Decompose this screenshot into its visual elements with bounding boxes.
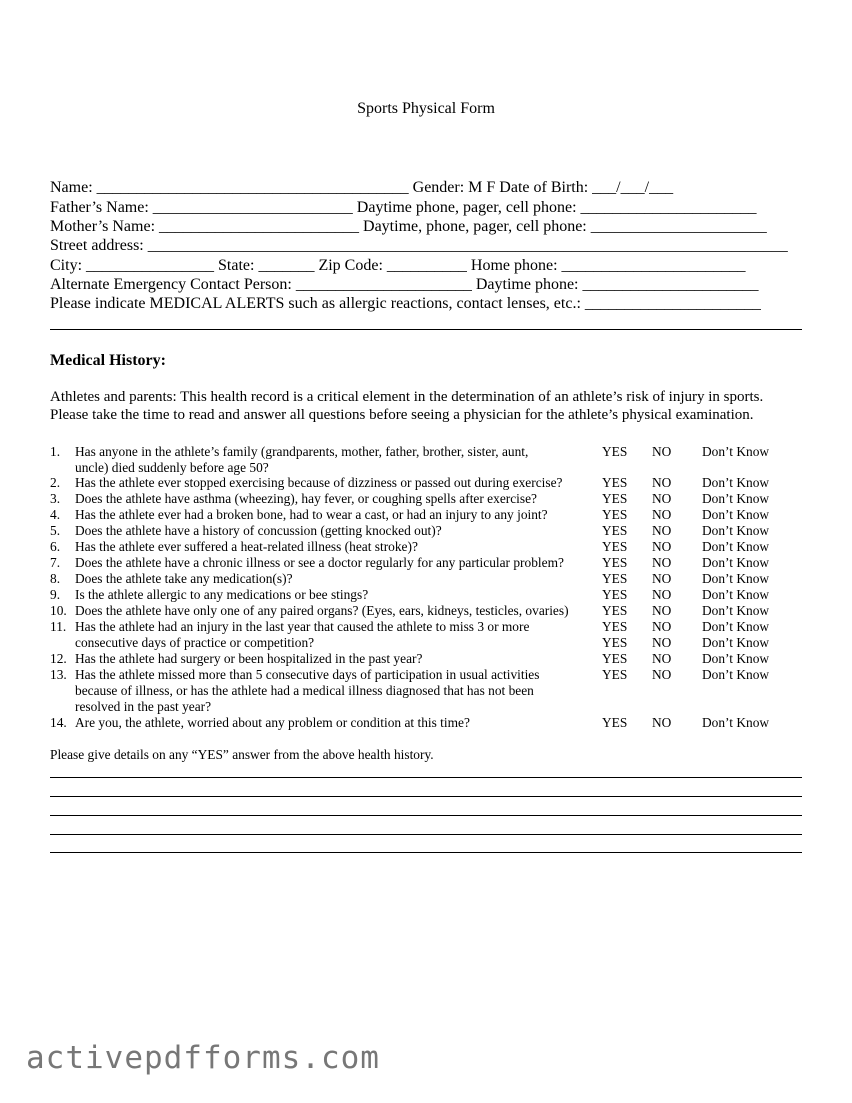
yes-option[interactable]: YES	[602, 619, 628, 634]
yes-option[interactable]: YES	[602, 507, 628, 522]
question-number: 7.	[50, 555, 61, 570]
question-number: 13.	[50, 667, 67, 682]
street-address-field-line[interactable]: Street address: ________________________________________________________________________________	[50, 237, 788, 254]
yes-option[interactable]: YES	[602, 491, 628, 506]
dont-know-option[interactable]: Don’t Know	[702, 523, 770, 538]
no-option[interactable]: NO	[652, 491, 672, 506]
no-option[interactable]: NO	[652, 444, 672, 459]
dont-know-option[interactable]: Don’t Know	[702, 507, 770, 522]
yes-option[interactable]: YES	[602, 571, 628, 586]
no-option[interactable]: NO	[652, 603, 672, 618]
dont-know-option[interactable]: Don’t Know	[702, 555, 770, 570]
no-option[interactable]: NO	[652, 667, 672, 682]
dont-know-option[interactable]: Don’t Know	[702, 587, 770, 602]
question-text: resolved in the past year?	[75, 699, 212, 714]
question-number: 8.	[50, 571, 61, 586]
dont-know-option[interactable]: Don’t Know	[702, 475, 770, 490]
question-text: Are you, the athlete, worried about any problem or condition at this time?	[75, 715, 470, 730]
dont-know-option[interactable]: Don’t Know	[702, 444, 770, 459]
no-option[interactable]: NO	[652, 475, 672, 490]
question-number: 4.	[50, 507, 61, 522]
dont-know-option[interactable]: Don’t Know	[702, 491, 770, 506]
yes-option[interactable]: YES	[602, 715, 628, 730]
no-option[interactable]: NO	[652, 523, 672, 538]
question-text: Does the athlete have a chronic illness or see a doctor regularly for any particular problem?	[75, 555, 564, 570]
question-text: Has anyone in the athlete’s family (grandparents, mother, father, brother, sister, aunt,	[75, 444, 529, 459]
question-text: Has the athlete ever stopped exercising because of dizziness or passed out during exercise?	[75, 475, 563, 490]
question-text: Does the athlete have asthma (wheezing), hay fever, or coughing spells after exercise?	[75, 491, 537, 506]
no-option[interactable]: NO	[652, 651, 672, 666]
medical-history-heading: Medical History:	[50, 352, 166, 369]
question-number: 6.	[50, 539, 61, 554]
details-line[interactable]	[50, 834, 802, 835]
dont-know-option[interactable]: Don’t Know	[702, 715, 770, 730]
name-field-line[interactable]: Name: _______________________________________ Gender: M F Date of Birth: ___/___/___	[50, 179, 674, 196]
question-text: Has the athlete had surgery or been hospitalized in the past year?	[75, 651, 423, 666]
details-line[interactable]	[50, 796, 802, 797]
yes-option[interactable]: YES	[602, 603, 628, 618]
question-number: 1.	[50, 444, 61, 459]
details-line[interactable]	[50, 777, 802, 778]
yes-option[interactable]: YES	[602, 523, 628, 538]
question-text: Does the athlete have only one of any paired organs? (Eyes, ears, kidneys, testicles, ovaries)	[75, 603, 569, 618]
dont-know-option[interactable]: Don’t Know	[702, 619, 770, 634]
watermark-text: activepdfforms.com	[26, 1040, 380, 1076]
dont-know-option[interactable]: Don’t Know	[702, 635, 770, 650]
dont-know-option[interactable]: Don’t Know	[702, 651, 770, 666]
yes-option[interactable]: YES	[602, 555, 628, 570]
question-number: 2.	[50, 475, 61, 490]
yes-option[interactable]: YES	[602, 539, 628, 554]
dont-know-option[interactable]: Don’t Know	[702, 571, 770, 586]
yes-option[interactable]: YES	[602, 475, 628, 490]
yes-option[interactable]: YES	[602, 667, 628, 682]
question-text: Is the athlete allergic to any medications or bee stings?	[75, 587, 369, 602]
medical-alerts-continuation-line[interactable]	[50, 329, 802, 330]
question-text: consecutive days of practice or competition?	[75, 635, 315, 650]
city-state-zip-field-line[interactable]: City: ________________ State: _______ Zip Code: __________ Home phone: _______________________	[50, 257, 746, 274]
no-option[interactable]: NO	[652, 587, 672, 602]
question-number: 3.	[50, 491, 61, 506]
yes-option[interactable]: YES	[602, 587, 628, 602]
no-option[interactable]: NO	[652, 555, 672, 570]
question-number: 5.	[50, 523, 61, 538]
question-text: Has the athlete had an injury in the last year that caused the athlete to miss 3 or more	[75, 619, 530, 634]
no-option[interactable]: NO	[652, 715, 672, 730]
no-option[interactable]: NO	[652, 635, 672, 650]
question-text: Has the athlete ever had a broken bone, had to wear a cast, or had an injury to any joint?	[75, 507, 548, 522]
details-line[interactable]	[50, 815, 802, 816]
dont-know-option[interactable]: Don’t Know	[702, 603, 770, 618]
no-option[interactable]: NO	[652, 507, 672, 522]
question-number: 12.	[50, 651, 67, 666]
dont-know-option[interactable]: Don’t Know	[702, 539, 770, 554]
mother-name-field-line[interactable]: Mother’s Name: _________________________ Daytime, phone, pager, cell phone: ______________________	[50, 218, 767, 235]
father-name-field-line[interactable]: Father’s Name: _________________________ Daytime phone, pager, cell phone: ______________________	[50, 199, 757, 216]
intro-text-line-1: Athletes and parents: This health record is a critical element in the determination of an athlete’s risk of injury in sports.	[50, 389, 764, 405]
details-prompt: Please give details on any “YES” answer from the above health history.	[50, 747, 434, 762]
medical-alerts-field-line[interactable]: Please indicate MEDICAL ALERTS such as allergic reactions, contact lenses, etc.: ______________________	[50, 295, 761, 312]
no-option[interactable]: NO	[652, 619, 672, 634]
no-option[interactable]: NO	[652, 571, 672, 586]
question-text: Does the athlete have a history of concussion (getting knocked out)?	[75, 523, 442, 538]
details-line[interactable]	[50, 852, 802, 853]
question-text: Does the athlete take any medication(s)?	[75, 571, 293, 586]
question-text: Has the athlete missed more than 5 consecutive days of participation in usual activities	[75, 667, 540, 682]
question-text: uncle) died suddenly before age 50?	[75, 460, 269, 475]
yes-option[interactable]: YES	[602, 651, 628, 666]
intro-text-line-2: Please take the time to read and answer all questions before seeing a physician for the athlete’s physical examination.	[50, 407, 754, 423]
yes-option[interactable]: YES	[602, 444, 628, 459]
question-number: 11.	[50, 619, 67, 634]
form-title: Sports Physical Form	[357, 100, 495, 117]
question-number: 14.	[50, 715, 67, 730]
dont-know-option[interactable]: Don’t Know	[702, 667, 770, 682]
question-text: because of illness, or has the athlete had a medical illness diagnosed that has not been	[75, 683, 534, 698]
question-text: Has the athlete ever suffered a heat-related illness (heat stroke)?	[75, 539, 418, 554]
question-number: 10.	[50, 603, 67, 618]
yes-option[interactable]: YES	[602, 635, 628, 650]
question-number: 9.	[50, 587, 61, 602]
no-option[interactable]: NO	[652, 539, 672, 554]
emergency-contact-field-line[interactable]: Alternate Emergency Contact Person: ______________________ Daytime phone: ______________________	[50, 276, 759, 293]
